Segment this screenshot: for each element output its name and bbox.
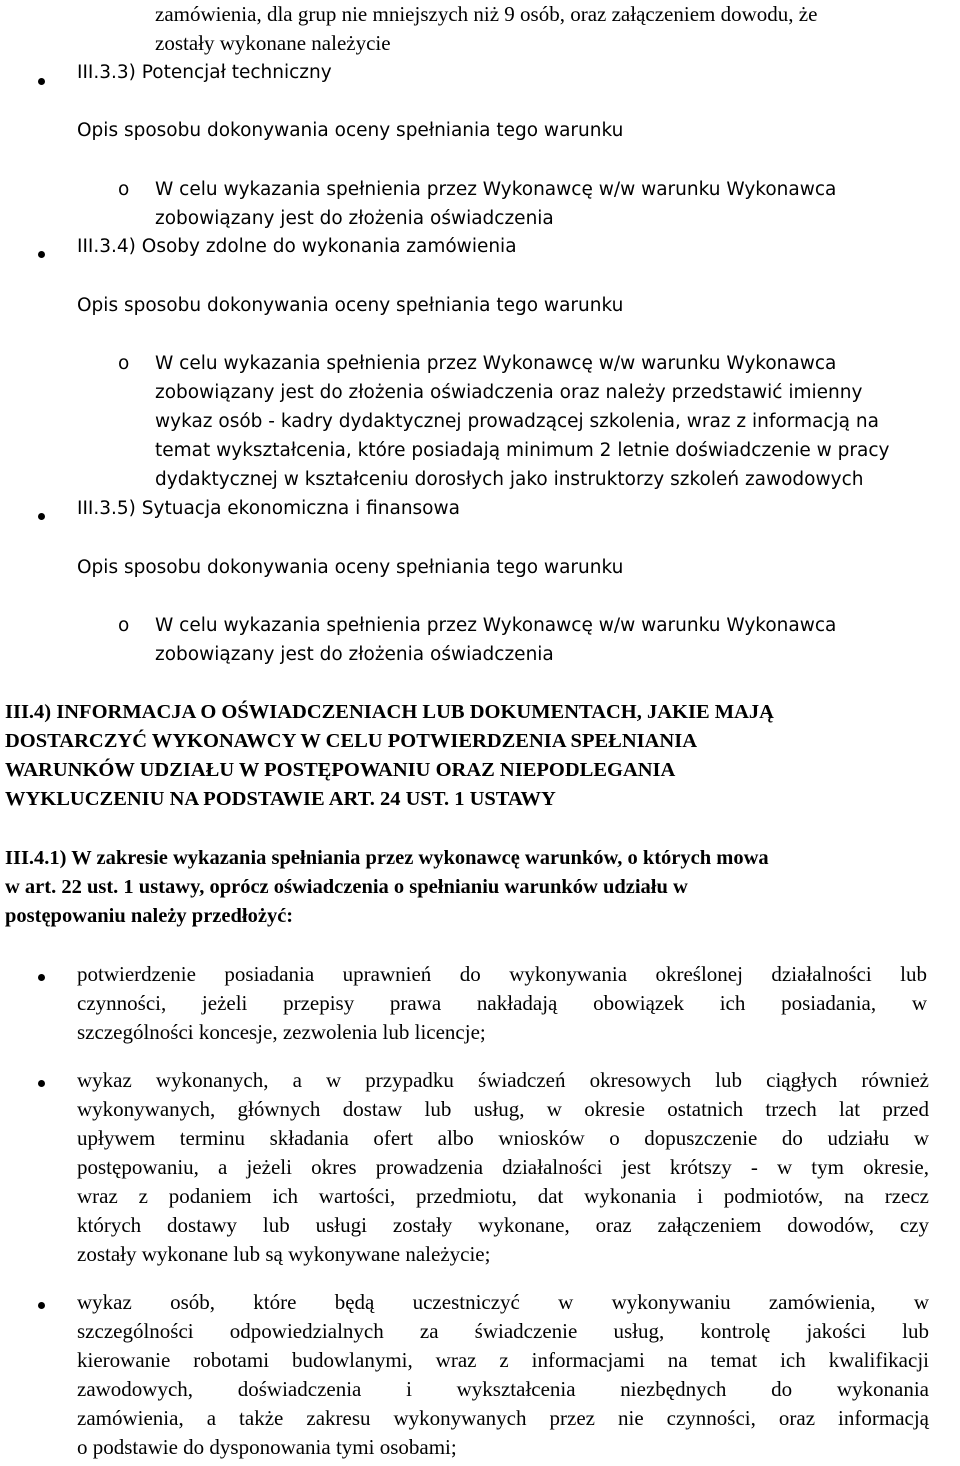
opis-label: Opis sposobu dokonywania oceny spełniania tego warunku bbox=[77, 120, 624, 141]
item-line: dydaktycznej w kształceniu dorosłych jako instruktorzy szkoleń zawodowych bbox=[155, 469, 864, 490]
list-item-line: postępowaniu, a jeżeli okres prowadzenia działalności jest krótszy - w tym okresie, bbox=[77, 1155, 929, 1179]
list-item-line: szczególności odpowiedzialnych za świadczenie usług, kontrolę jakości lub bbox=[77, 1319, 929, 1343]
heading-line: WYKLUCZENIU NA PODSTAWIE ART. 24 UST. 1 USTAWY bbox=[5, 788, 556, 810]
heading-line: III.4.1) W zakresie wykazania spełniania przez wykonawcę warunków, o których mowa bbox=[5, 847, 769, 869]
list-item-line: szczególności koncesje, zezwolenia lub licencje; bbox=[77, 1020, 486, 1044]
item-line: W celu wykazania spełnienia przez Wykonawcę w/w warunku Wykonawca bbox=[155, 353, 837, 374]
item-line: W celu wykazania spełnienia przez Wykonawcę w/w warunku Wykonawca bbox=[155, 615, 837, 636]
list-bullet bbox=[38, 513, 45, 520]
continuation-line: zamówienia, dla grup nie mniejszych niż 9 osób, oraz załączeniem dowodu, że bbox=[155, 2, 818, 26]
section-item bbox=[155, 349, 955, 494]
list-bullet bbox=[38, 251, 45, 258]
heading-line: w art. 22 ust. 1 ustawy, oprócz oświadczenia o spełnianiu warunków udziału w bbox=[5, 876, 688, 898]
list-item-line: zostały wykonane lub są wykonywane należycie; bbox=[77, 1242, 491, 1266]
list-item-line: upływem terminu składania ofert albo wniosków o dopuszczenie do udziału w bbox=[77, 1126, 929, 1150]
circle-bullet: o bbox=[118, 615, 130, 636]
circle-bullet: o bbox=[118, 179, 130, 200]
section-item bbox=[155, 175, 945, 233]
opis-label: Opis sposobu dokonywania oceny spełniania tego warunku bbox=[77, 295, 624, 316]
item-line: zobowiązany jest do złożenia oświadczenia oraz należy przedstawić imienny bbox=[155, 382, 863, 403]
heading-line: III.4) INFORMACJA O OŚWIADCZENIACH LUB DOKUMENTACH, JAKIE MAJĄ bbox=[5, 701, 774, 723]
section-item bbox=[155, 611, 945, 669]
heading-iii41 bbox=[5, 844, 955, 931]
item-line: W celu wykazania spełnienia przez Wykonawcę w/w warunku Wykonawca bbox=[155, 179, 837, 200]
list-bullet bbox=[38, 974, 45, 981]
item-line: wykaz osób - kadry dydaktycznej prowadzącej szkolenia, wraz z informacją na bbox=[155, 411, 879, 432]
continuation-line: zostały wykonane należycie bbox=[155, 31, 391, 55]
list-bullet bbox=[38, 78, 45, 85]
section-title: III.3.4) Osoby zdolne do wykonania zamówienia bbox=[77, 236, 517, 257]
section-title: III.3.3) Potencjał techniczny bbox=[77, 62, 332, 83]
list-bullet bbox=[38, 1302, 45, 1309]
section-title: III.3.5) Sytuacja ekonomiczna i finansowa bbox=[77, 498, 460, 519]
list-item-line: kierowanie robotami budowlanymi, wraz z informacjami na temat ich kwalifikacji bbox=[77, 1348, 929, 1372]
item-line: temat wykształcenia, które posiadają minimum 2 letnie doświadczenie w pracy bbox=[155, 440, 890, 461]
list-item-line: o podstawie do dysponowania tymi osobami; bbox=[77, 1435, 457, 1459]
list-bullet bbox=[38, 1080, 45, 1087]
list-item-line: potwierdzenie posiadania uprawnień do wykonywania określonej działalności lub bbox=[77, 962, 927, 986]
heading-line: postępowaniu należy przedłożyć: bbox=[5, 905, 294, 927]
list-item-line: wykonywanych, głównych dostaw lub usług, w okresie ostatnich trzech lat przed bbox=[77, 1097, 929, 1121]
list-item-line: wraz z podaniem ich wartości, przedmiotu, dat wykonania i podmiotów, na rzecz bbox=[77, 1184, 929, 1208]
continuation-text bbox=[155, 0, 955, 58]
list-item bbox=[77, 1066, 929, 1269]
list-item bbox=[77, 960, 927, 1047]
list-item-line: wykaz osób, które będą uczestniczyć w wykonywaniu zamówienia, w bbox=[77, 1290, 929, 1314]
list-item-line: czynności, jeżeli przepisy prawa nakładają obowiązek ich posiadania, w bbox=[77, 991, 927, 1015]
list-item-line: których dostawy lub usługi zostały wykonane, oraz załączeniem dowodów, czy bbox=[77, 1213, 929, 1237]
list-item-line: wykaz wykonanych, a w przypadku świadczeń okresowych lub ciągłych również bbox=[77, 1068, 929, 1092]
circle-bullet: o bbox=[118, 353, 130, 374]
heading-iii4 bbox=[5, 698, 955, 814]
list-item bbox=[77, 1288, 929, 1462]
list-item-line: zawodowych, doświadczenia i wykształcenia niezbędnych do wykonania bbox=[77, 1377, 929, 1401]
list-item-line: zamówienia, a także zakresu wykonywanych przez nie czynności, oraz informacją bbox=[77, 1406, 929, 1430]
item-line: zobowiązany jest do złożenia oświadczenia bbox=[155, 644, 554, 665]
heading-line: DOSTARCZYĆ WYKONAWCY W CELU POTWIERDZENIA SPEŁNIANIA bbox=[5, 730, 697, 752]
item-line: zobowiązany jest do złożenia oświadczenia bbox=[155, 208, 554, 229]
heading-line: WARUNKÓW UDZIAŁU W POSTĘPOWANIU ORAZ NIEPODLEGANIA bbox=[5, 759, 676, 781]
opis-label: Opis sposobu dokonywania oceny spełniania tego warunku bbox=[77, 557, 624, 578]
